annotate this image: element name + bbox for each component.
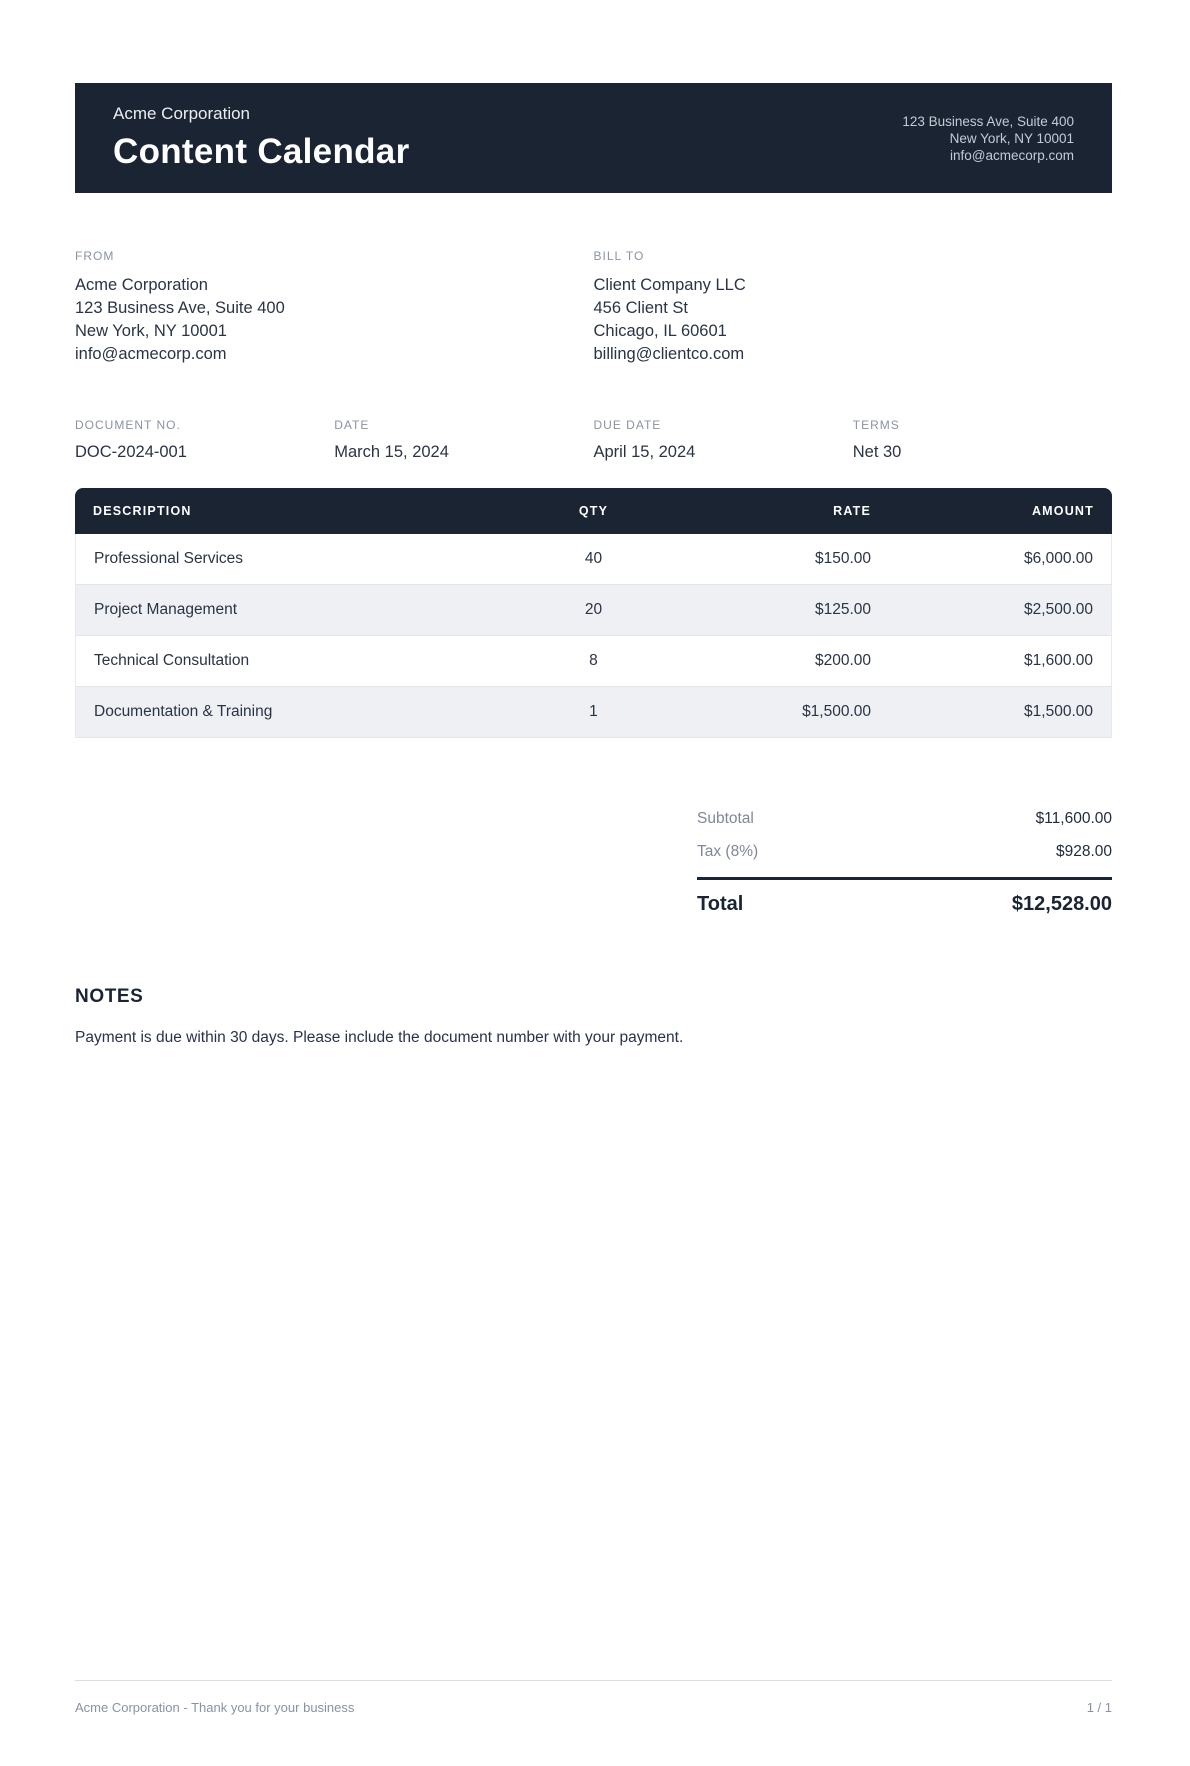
cell-description: Professional Services — [75, 534, 521, 585]
parties-section — [75, 249, 1112, 366]
cell-amount: $1,600.00 — [889, 636, 1112, 687]
cell-rate: $150.00 — [666, 534, 889, 585]
from-email: info@acmecorp.com — [75, 345, 227, 363]
table-row — [75, 585, 1112, 636]
meta-date-label: DATE — [334, 418, 370, 432]
cell-qty: 1 — [521, 687, 666, 738]
header-left — [113, 104, 410, 172]
notes-text: Payment is due within 30 days. Please include the document number with your payment. — [75, 1028, 684, 1046]
header-address-line2: New York, NY 10001 — [949, 130, 1074, 146]
document-page — [0, 83, 1190, 1766]
bill-to-block — [594, 249, 1113, 366]
bill-to-city: Chicago, IL 60601 — [593, 322, 727, 340]
cell-amount: $6,000.00 — [889, 534, 1112, 585]
cell-qty: 40 — [521, 534, 666, 585]
meta-due-date-label: DUE DATE — [593, 418, 662, 432]
meta-terms-label: TERMS — [852, 418, 900, 432]
meta-date-value: March 15, 2024 — [334, 443, 449, 461]
table-row — [75, 636, 1112, 687]
meta-document-no — [75, 418, 334, 462]
meta-terms — [853, 418, 1112, 462]
col-header-rate: RATE — [666, 488, 889, 534]
total-label: Total — [697, 893, 744, 915]
meta-terms-value: Net 30 — [852, 443, 902, 461]
subtotal-row — [697, 802, 1112, 835]
bill-to-name: Client Company LLC — [593, 276, 746, 294]
cell-qty: 20 — [521, 585, 666, 636]
meta-due-date — [594, 418, 853, 462]
total-row — [697, 880, 1112, 924]
from-block — [75, 249, 594, 366]
cell-qty: 8 — [521, 636, 666, 687]
header-address — [902, 113, 1074, 164]
table-row — [75, 687, 1112, 738]
meta-document-no-value: DOC-2024-001 — [75, 443, 187, 461]
document-meta — [75, 418, 1112, 462]
table-header-row — [75, 488, 1112, 534]
col-header-qty: QTY — [521, 488, 666, 534]
subtotal-value: $11,600.00 — [1035, 809, 1112, 827]
cell-rate: $125.00 — [666, 585, 889, 636]
table-row — [75, 534, 1112, 585]
col-header-description: DESCRIPTION — [75, 488, 521, 534]
company-name: Acme Corporation — [113, 104, 251, 123]
notes-section — [75, 986, 1112, 1047]
cell-description: Technical Consultation — [75, 636, 521, 687]
col-header-amount: AMOUNT — [889, 488, 1112, 534]
page-footer — [75, 1680, 1112, 1715]
header-address-line1: 123 Business Ave, Suite 400 — [902, 113, 1074, 129]
notes-heading: NOTES — [75, 985, 144, 1007]
cell-description: Documentation & Training — [75, 687, 521, 738]
from-name: Acme Corporation — [75, 276, 208, 294]
bill-to-label: BILL TO — [593, 249, 645, 263]
meta-due-date-value: April 15, 2024 — [593, 443, 696, 461]
totals-section — [697, 802, 1112, 924]
subtotal-label: Subtotal — [697, 809, 754, 827]
cell-amount: $2,500.00 — [889, 585, 1112, 636]
from-label: FROM — [75, 249, 115, 263]
bill-to-street: 456 Client St — [593, 299, 688, 317]
meta-document-no-label: DOCUMENT NO. — [75, 418, 181, 432]
cell-description: Project Management — [75, 585, 521, 636]
meta-date — [334, 418, 593, 462]
cell-amount: $1,500.00 — [889, 687, 1112, 738]
cell-rate: $200.00 — [666, 636, 889, 687]
header-address-line3: info@acmecorp.com — [950, 147, 1074, 163]
document-title: Content Calendar — [113, 132, 410, 171]
line-items-table — [75, 488, 1112, 738]
total-value: $12,528.00 — [1011, 893, 1112, 915]
page-number: 1 / 1 — [1086, 1700, 1112, 1715]
cell-rate: $1,500.00 — [666, 687, 889, 738]
footer-message: Acme Corporation - Thank you for your business — [75, 1700, 355, 1715]
header-band — [75, 83, 1112, 193]
from-street: 123 Business Ave, Suite 400 — [75, 299, 285, 317]
bill-to-email: billing@clientco.com — [593, 345, 745, 363]
tax-label: Tax (8%) — [697, 842, 759, 860]
from-city: New York, NY 10001 — [75, 322, 227, 340]
tax-row — [697, 835, 1112, 868]
tax-value: $928.00 — [1055, 842, 1112, 860]
